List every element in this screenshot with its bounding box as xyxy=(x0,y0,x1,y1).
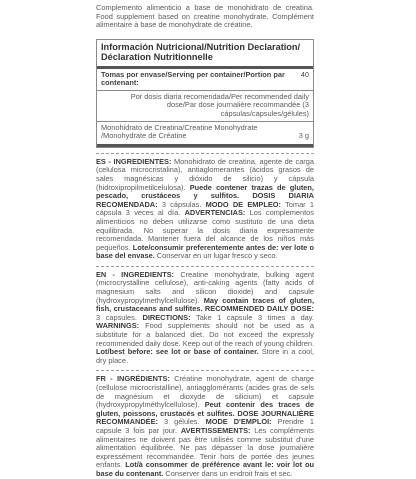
dose-column-header: Por dosis diaria recomendada/Per recommended daily dose/Par dose journalière recommandée (3 cápsulas/capsules/gélules) xyxy=(97,91,313,122)
storage-text-fr: Conserver dans un endroit frais et sec. xyxy=(163,468,293,478)
warnings-label-es: ADVERTENCIAS: xyxy=(184,208,246,218)
storage-text-en: Store in a cool, dry place. xyxy=(96,347,314,365)
servings-row xyxy=(97,69,313,91)
warnings-text-es: Los complementos alimenticios no deben utilizarse como sustituto de una dieta equilibrada. No superar la dosis diaria expresamente recomendada. Mantener fuera del alcance de los niños más pequeños. xyxy=(96,208,314,252)
section-en xyxy=(96,266,314,366)
product-label xyxy=(96,4,314,479)
nutrition-table-title: Información Nutricional/Nutrition Declaration/ Déclaration Nutritionnelle xyxy=(97,40,313,69)
usage-text-fr: Prendre 1 capsule 3 fois par jour. xyxy=(96,417,315,435)
ingredients-label-es: ES - INGREDIENTES: xyxy=(96,156,172,166)
ingredients-text-fr: Créatine monohydrate, agent de charge (cellulose microcristalline), antiagglomérants (acides gras de sels de magnésium et dioxyde de silicium) et capsule (hydroxypropylméthylcellulose). xyxy=(96,374,314,410)
lot-label-en: Lot/best before: see lot or base of container. xyxy=(96,347,259,357)
lot-label-es: Lote/consumir preferentemente antes de: ver lote o base del envase. xyxy=(96,242,315,261)
section-fr xyxy=(96,370,314,478)
allergen-text-fr: Peut contenir des traces de gluten, poissons, crustacés et sulfites. DOSE JOURNALIÈRE RECOMMANDÉE: xyxy=(96,400,314,427)
dose-text-fr: 3 gélules. xyxy=(158,417,206,427)
ingredients-text-en: Creatine monohydrate, bulking agent (microcrystalline cellulose), anti-caking agents (fatty acids of magnesium salts and silicon dioxide) and capsule (hydroxypropylmethylcellulose). xyxy=(96,269,314,305)
product-description: Complemento alimenticio a base de monohidrato de creatina. Food supplement based on creatine monohydrate. Complément alimentaire à base de monohydrate de créatine. xyxy=(96,3,314,30)
ingredients-label-en: EN - INGREDIENTS: xyxy=(96,269,175,279)
warnings-label-en: WARNINGS: xyxy=(96,321,140,331)
ingredients-label-fr: FR - INGRÉDIENTS: xyxy=(96,374,170,384)
lot-label-fr: Lot/à consommer de préférence avant le: voir lot ou base du contenant. xyxy=(96,460,315,478)
section-es xyxy=(96,153,314,261)
warnings-text-fr: Les compléments alimentaires ne doivent pas être utilisés comme substitut d'une alimentation équilibrée. Ne pas dépasser la dose journalière expressément recommandée. Tenir hors de portée des jeunes enfants. xyxy=(96,425,314,470)
servings-value: 40 xyxy=(300,69,309,79)
nutrition-table xyxy=(96,39,314,148)
warnings-text-en: Food supplements should not be used as a substitute for a balanced diet. Do not exceed the expressly recommended daily dose. Keep out of the reach of young children. xyxy=(96,321,314,348)
dose-text-es: 3 cápsulas. xyxy=(157,199,206,209)
servings-label: Tomas por envase/Serving per container/Portion par contenant: xyxy=(101,69,285,88)
dose-text-en: 3 capsules. xyxy=(96,312,143,322)
usage-text-es: Tomar 1 cápsula 3 veces al día. xyxy=(96,199,314,218)
usage-label-en: DIRECTIONS: xyxy=(142,312,191,322)
warnings-label-fr: AVERTISSEMENTS: xyxy=(180,425,251,435)
nutrient-value: 3 g xyxy=(298,131,309,141)
ingredients-text-es: Monohidrato de creatina, agente de carga (celulosa microcristalina), antiaglomerantes (ácidos grasos de sales magnésicas y dióxido de silicio) y cápsula (hidroxipropilmetilcelulosa). xyxy=(96,156,314,192)
allergen-text-es: Puede contener trazas de gluten, pescado, crustáceos y sulfitos. DOSIS DIARIA RECOMENDADA: xyxy=(96,182,314,209)
nutrient-name: Monohidrato de Creatina/Creatine Monohydrate /Monohydrate de Créatine xyxy=(101,122,258,141)
nutrient-row xyxy=(97,122,313,147)
allergen-text-en: May contain traces of gluten, fish, crustaceans and sulfites. RECOMMENDED DAILY DOSE: xyxy=(96,295,314,314)
usage-label-es: MODO DE EMPLEO: xyxy=(205,199,282,209)
usage-text-en: Take 1 capsule 3 times a day. xyxy=(190,312,314,322)
usage-label-fr: MODE D'EMPLOI: xyxy=(205,417,272,427)
storage-text-es: Conservar en un lugar fresco y seco. xyxy=(154,251,278,261)
